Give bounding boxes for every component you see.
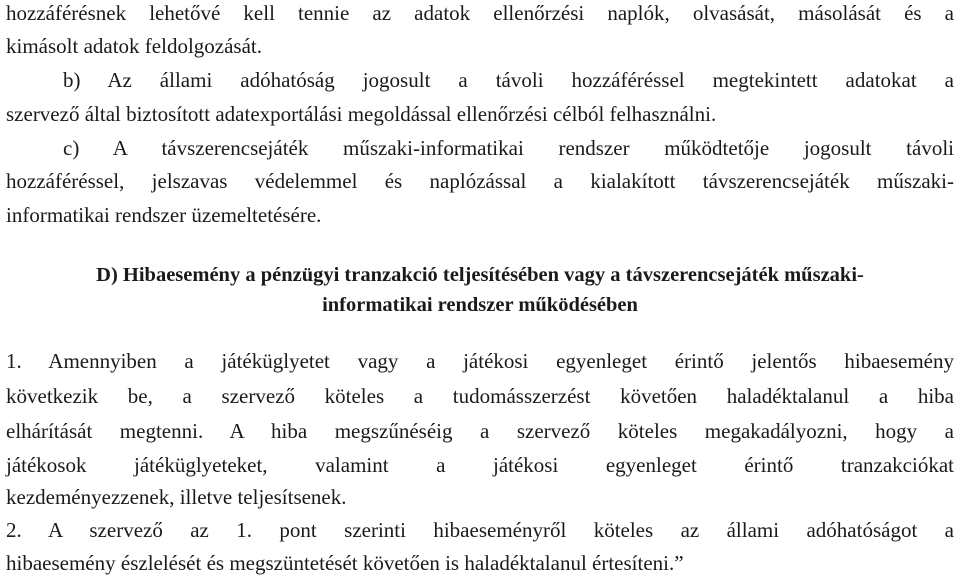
paragraph-line: 1. Amennyiben a játéküglyetet vagy a játékosi egyenleget érintő jelentős hibaesemény [6, 349, 954, 373]
paragraph-line: hozzáférésnek lehetővé kell tennie az adatok ellenőrzési naplók, olvasását, másolását és a [6, 1, 954, 25]
paragraph-line: c) A távszerencsejáték műszaki-informatikai rendszer működtetője jogosult távoli [63, 136, 954, 160]
paragraph-line: hibaesemény észlelését és megszüntetését követően is haladéktalanul értesíteni.” [6, 551, 684, 575]
section-heading: informatikai rendszer működésében [322, 294, 638, 316]
paragraph-line: elhárítását megtenni. A hiba megszűnéséig a szervező köteles megakadályozni, hogy a [6, 419, 954, 443]
paragraph-line: 2. A szervező az 1. pont szerinti hibaeseményről köteles az állami adóhatóságot a [6, 518, 954, 542]
paragraph-line: játékosok játéküglyeteket, valamint a játékosi egyenleget érintő tranzakciókat [6, 453, 954, 477]
paragraph-line: kimásolt adatok feldolgozását. [6, 34, 263, 58]
paragraph-line: informatikai rendszer üzemeltetésére. [6, 203, 322, 227]
paragraph-line: hozzáféréssel, jelszavas védelemmel és naplózással a kialakított távszerencsejáték műszaki- [6, 169, 954, 193]
paragraph-line: b) Az állami adóhatóság jogosult a távoli hozzáféréssel megtekintett adatokat a [63, 68, 954, 92]
paragraph-line: következik be, a szervező köteles a tudomásszerzést követően haladéktalanul a hiba [6, 384, 954, 408]
paragraph-line: szervező által biztosított adatexportálási megoldással ellenőrzési célból felhasználni. [6, 102, 717, 126]
paragraph-line: kezdeményezzenek, illetve teljesítsenek. [6, 485, 347, 509]
section-heading: D) Hibaesemény a pénzügyi tranzakció teljesítésében vagy a távszerencsejáték műszaki- [96, 264, 864, 286]
